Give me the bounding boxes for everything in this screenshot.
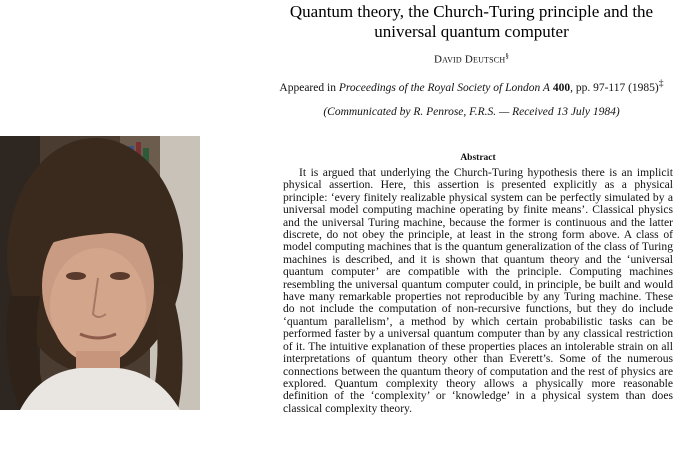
paper-header <box>260 0 683 118</box>
author-footnote-mark: § <box>505 52 510 60</box>
communicated-text: (Communicated by R. Penrose, F.R.S. — Received 13 July 1984) <box>323 106 620 119</box>
journal-name: Proceedings of the Royal Society of London A <box>338 81 550 94</box>
publication-line <box>260 78 683 94</box>
abstract-text: It is argued that underlying the Church-Turing hypothesis there is an implicit physical assertion. Here, this assertion is presented explicitly as a physical principle: ‘every finitely realizable physical system can be perfectly simulated by a universal model computing machine operating by finite means’. Classical physics and the universal Turing machine, because the former is continuous and the latter discrete, do not obey the principle, at least in the strong form above. A class of model computing machines that is the quantum generalization of the class of Turing machines is described, and it is shown that quantum theory and the ‘universal quantum computer’ are compatible with the principle. Computing machines resembling the universal quantum computer could, in principle, be built and would have many remarkable properties not reproducible by any Turing machine. These do not include the computation of non-recursive functions, but they do include ‘quantum parallelism’, a method by which certain probabilistic tasks can be performed faster by a universal quantum computer than by any classical restriction of it. The intuitive explanation of these properties places an intolerable strain on all interpretations of quantum theory other than Everett’s. Some of the numerous connections between the quantum theory of computation and the rest of physics are explored. Quantum complexity theory allows a physically more reasonable definition of the ‘complexity’ or ‘knowledge’ in a physical system than does classical complexity theory. <box>283 166 673 415</box>
journal-volume: 400 <box>552 81 571 94</box>
abstract-heading: Abstract <box>460 153 496 163</box>
communicated-line <box>260 106 683 118</box>
appeared-prefix: Appeared in <box>279 81 336 94</box>
author-name: David Deutsch <box>433 53 506 66</box>
abstract-section <box>283 153 673 415</box>
publication-footnote-mark: ‡ <box>658 77 664 89</box>
author-portrait-icon <box>0 136 200 410</box>
author-line <box>260 52 683 66</box>
paper-title: Quantum theory, the Church-Turing principle and the universal quantum computer <box>289 2 654 41</box>
journal-pages: , pp. 97-117 (1985) <box>570 81 659 94</box>
author-photo <box>0 136 200 410</box>
